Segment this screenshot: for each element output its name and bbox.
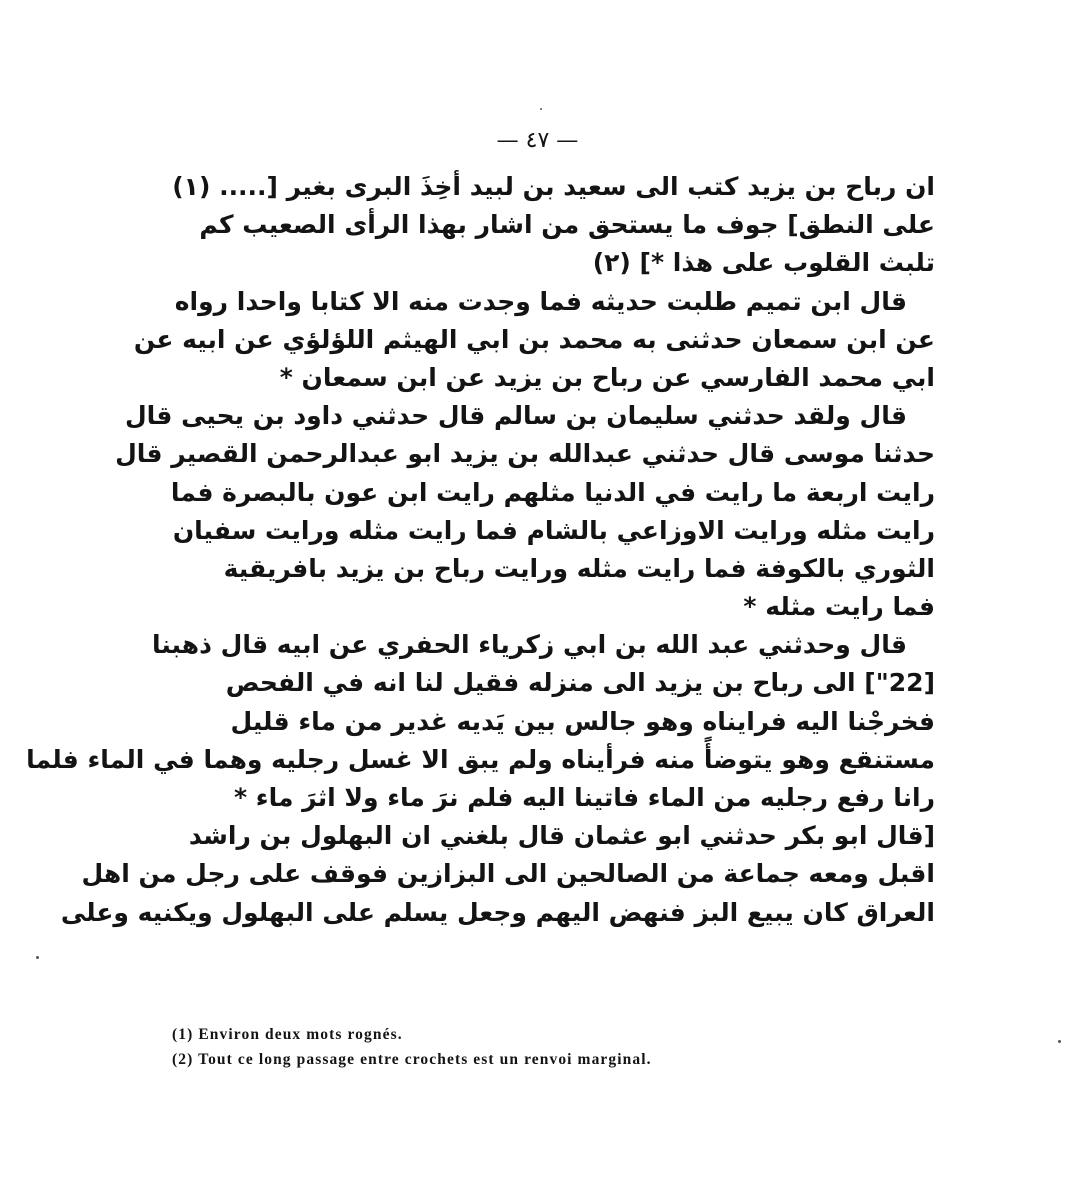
paragraph-start-line: [قال ابو بكر حدثني ابو عثمان قال بلغني ان البهلول بن راشد bbox=[188, 821, 935, 851]
footnote: (1) Environ deux mots rognés. bbox=[172, 1026, 403, 1043]
scan-speck bbox=[540, 108, 542, 110]
page-number: — ٤٧ — bbox=[496, 128, 579, 153]
text-line: ابي محمد الفارسي عن رباح بن يزيد عن ابن سمعان * bbox=[279, 362, 935, 392]
footnote: (2) Tout ce long passage entre crochets est un renvoi marginal. bbox=[172, 1051, 652, 1068]
footnotes bbox=[172, 1022, 932, 1072]
text-line: [22"] الى رباح بن يزيد الى منزله فقيل لنا انه في الفحص bbox=[225, 668, 935, 698]
text-line: حدثنا موسى قال حدثني عبدالله بن يزيد ابو عبدالرحمن القصير قال bbox=[115, 439, 935, 469]
text-line: على النطق] جوف ما يستحق من اشار بهذا الرأى الصعيب كم bbox=[199, 210, 935, 240]
scan-speck bbox=[36, 956, 39, 959]
text-line: رايت اربعة ما رايت في الدنيا مثلهم رايت ابن عون بالبصرة فما bbox=[170, 477, 935, 507]
text-line: رانا رفع رجليه من الماء فاتينا اليه فلم نرَ ماء ولا اثرَ ماء * bbox=[234, 783, 935, 812]
scan-speck bbox=[1058, 1040, 1061, 1043]
text-line: عن ابن سمعان حدثنى به محمد بن ابي الهيثم اللؤلؤي عن ابيه عن bbox=[133, 324, 935, 354]
text-line: مستنقع وهو يتوضأً منه فرأيناه ولم يبق الا غسل رجليه وهما في الماء فلما bbox=[26, 744, 935, 774]
text-line: رايت مثله ورايت الاوزاعي بالشام فما رايت مثله ورايت سفيان bbox=[172, 515, 935, 545]
arabic-body-text bbox=[26, 168, 935, 932]
text-line: تلبث القلوب على هذا *] (٢) bbox=[592, 248, 935, 278]
text-line: فخرجْنا اليه فرايناه وهو جالس بين يَديه غدير من ماء قليل bbox=[230, 706, 935, 736]
text-line: ان رباح بن يزيد كتب الى سعيد بن لبيد أخِذَ البرى بغير [..... (١) bbox=[172, 172, 935, 201]
paragraph-start-line: قال ابن تميم طلبت حديثه فما وجدت منه الا كتابا واحدا رواه bbox=[174, 286, 907, 316]
paragraph-start-line: قال وحدثني عبد الله بن ابي زكرياء الحفري عن ابيه قال ذهبنا bbox=[151, 630, 907, 660]
paragraph-start-line: قال ولقد حدثني سليمان بن سالم قال حدثني داود بن يحيى قال bbox=[124, 401, 907, 431]
text-line: الثوري بالكوفة فما رايت مثله ورايت رباح بن يزيد بافريقية bbox=[223, 553, 935, 583]
text-line: العراق كان يبيع البز فنهض اليهم وجعل يسلم على البهلول ويكنيه وعلى bbox=[60, 897, 935, 927]
text-line: اقبل ومعه جماعة من الصالحين الى البزازين فوقف على رجل من اهل bbox=[81, 859, 935, 889]
text-line: فما رايت مثله * bbox=[743, 592, 935, 622]
